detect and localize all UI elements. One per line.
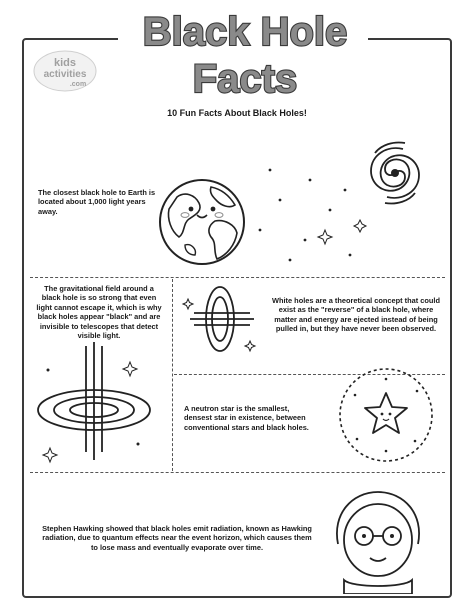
divider-1	[30, 277, 445, 278]
logo-line-3: .com	[69, 81, 87, 88]
black-hole-disk-icon	[30, 340, 158, 468]
divider-3	[30, 472, 445, 473]
fact-gravitational-field: The gravitational field around a black hole is so strong that even light cannot escape it, which is why black holes appear "black" and are invisible to telescopes that detect visible light.	[36, 284, 162, 341]
fact-white-holes: White holes are a theoretical concept that could exist as the "reverse" of a black hole, where matter and energy are ejected instead of being pulled in, but they have never been observed.	[272, 296, 440, 334]
earth-icon	[155, 175, 250, 270]
divider-vertical	[172, 279, 173, 471]
fact-neutron-star: A neutron star is the smallest, densest star in existence, between conventional stars and black holes.	[184, 404, 309, 432]
sparkle-icon	[250, 160, 370, 270]
neutron-star-icon	[333, 365, 439, 465]
logo-line-1: kids	[53, 57, 77, 69]
title-line-2: Facts	[192, 57, 298, 101]
black-hole-vertical-icon	[180, 283, 262, 355]
stephen-hawking-icon	[322, 484, 434, 594]
fact-hawking-radiation: Stephen Hawking showed that black holes emit radiation, known as Hawking radiation, due to quantum effects near the event horizon, which causes them to lose mass and eventually evaporate over time.	[42, 524, 312, 552]
page-title	[100, 0, 390, 102]
kids-activities-logo	[32, 48, 98, 94]
logo-line-2: activities	[43, 69, 87, 80]
fact-closest-black-hole: The closest black hole to Earth is located about 1,000 light years away.	[38, 188, 156, 216]
title-line-1: Black Hole	[142, 10, 348, 54]
subtitle: 10 Fun Facts About Black Holes!	[167, 108, 307, 118]
